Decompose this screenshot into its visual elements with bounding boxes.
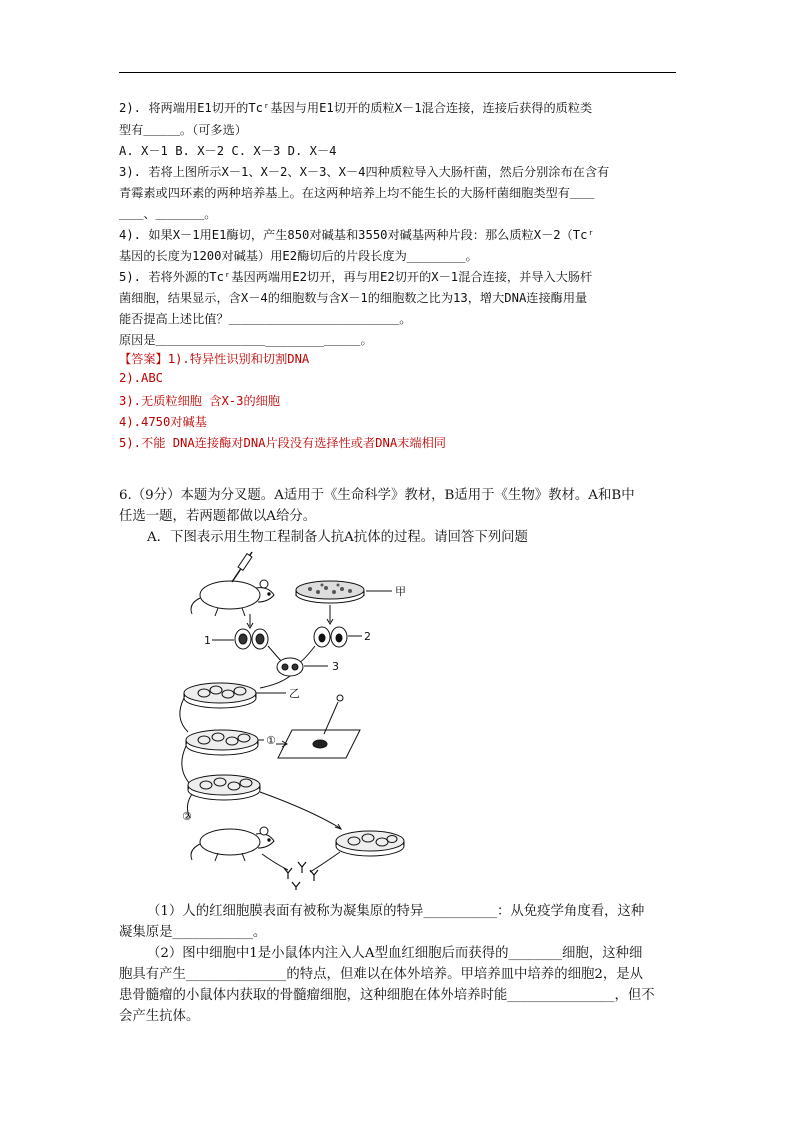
q2-options: A. X－1 B. X－2 C. X－3 D. X－4 [119,144,337,158]
q5-line-4: 原因是＿＿＿＿＿＿＿＿＿________＿＿＿。 [119,333,373,347]
q2-line-1: 2). 将两端用E1切开的Tcʳ基因与用E1切开的质粒X－1混合连接，连接后获得的质粒类 [119,101,593,115]
q6-sub2-line-3: 患骨髓瘤的小鼠体内获取的骨髓瘤细胞，这种细胞在体外培养时能________________，但不 [119,988,655,1003]
dish-jia-icon [296,581,392,603]
q5-line-1: 5). 若将外源的Tcʳ基因两端用E2切开，再与用E2切开的X－1混合连接，并导入大肠杆 [119,270,593,284]
label-3: 3 [332,660,339,673]
myeloma-cells-icon [314,627,362,647]
answer-2: 2).ABC [119,371,164,385]
label-jia: 甲 [395,585,406,598]
hybridoma-diagram [170,548,420,890]
label-yi: 乙 [289,687,300,700]
q6-sub2-line-1: （2）图中细胞中1是小鼠体内注入人A型血红细胞后而获得的________细胞，这种细 [147,946,643,961]
answer-1: 【答案】1).特异性识别和切割DNA [119,352,310,366]
dish-screening-1-icon [186,730,264,755]
dish-screening-2-icon [188,775,260,800]
q6-header-line-2: 任选一题，若两题都做以A给分。 [119,509,317,524]
q3-line-3: ＿＿、＿＿＿＿。 [119,207,217,221]
answer-4: 4).4750对碱基 [119,415,207,429]
q6-a-intro: A．下图表示用生物工程制备人抗A抗体的过程。请回答下列问题 [147,530,528,545]
q6-sub1-line-1: （1）人的红细胞膜表面有被称为凝集原的特异___________：从免疫学角度看，这种 [147,904,645,919]
mouse-top-icon [191,552,274,616]
spleen-cells-icon [212,629,268,649]
mouse-bottom-icon [191,827,274,861]
label-1: 1 [204,634,211,647]
q3-line-2: 青霉素或四环素的两种培养基上。在这两种培养上均不能生长的大肠杆菌细胞类型有＿＿ [119,186,595,200]
q4-line-2: 基因的长度为1200对碱基）用E2酶切后的片段长度为________。 [119,249,478,263]
q6-sub1-line-2: 凝集原是____________。 [119,925,267,940]
q5-line-2: 菌细胞，结果显示，含X－4的细胞数与含X－1的细胞数之比为13，增大DNA连接酶用量 [119,291,588,305]
answer-3: 3).无质粒细胞 含X-3的细胞 [119,394,281,408]
label-circle-1: ① [266,734,276,747]
antibodies-icon [284,862,318,890]
q2-line-2: 型有＿＿＿。（可多选） [119,123,247,137]
q3-line-1: 3). 若将上图所示X－1、X－2、X－3、X－4四种质粒导入大肠杆菌，然后分别涂布在含有 [119,165,610,179]
label-2: 2 [364,630,371,643]
q4-line-1: 4). 如果X－1用E1酶切，产生850对碱基和3550对碱基两种片段：那么质粒X－2（Tcʳ [119,228,595,242]
dish-yi-icon [184,683,286,708]
header-rule [119,72,676,73]
q6-header-line-1: 6.（9分）本题为分叉题。A适用于《生命科学》教材，B适用于《生物》教材。A和B中 [119,488,635,503]
assay-plate-icon [276,695,360,758]
label-circle-2: ② [182,810,192,823]
q6-sub2-line-4: 会产生抗体。 [119,1009,200,1024]
q6-sub2-line-2: 胞具有产生_______________的特点，但难以在体外培养。甲培养皿中培养的细胞2，是从 [119,967,644,982]
answer-5: 5).不能 DNA连接酶对DNA片段没有选择性或者DNA末端相同 [119,436,446,450]
q5-line-3: 能否提高上述比值？＿＿＿＿＿＿＿＿＿＿＿＿＿＿。 [119,312,412,326]
culture-dish-icon [336,831,404,856]
